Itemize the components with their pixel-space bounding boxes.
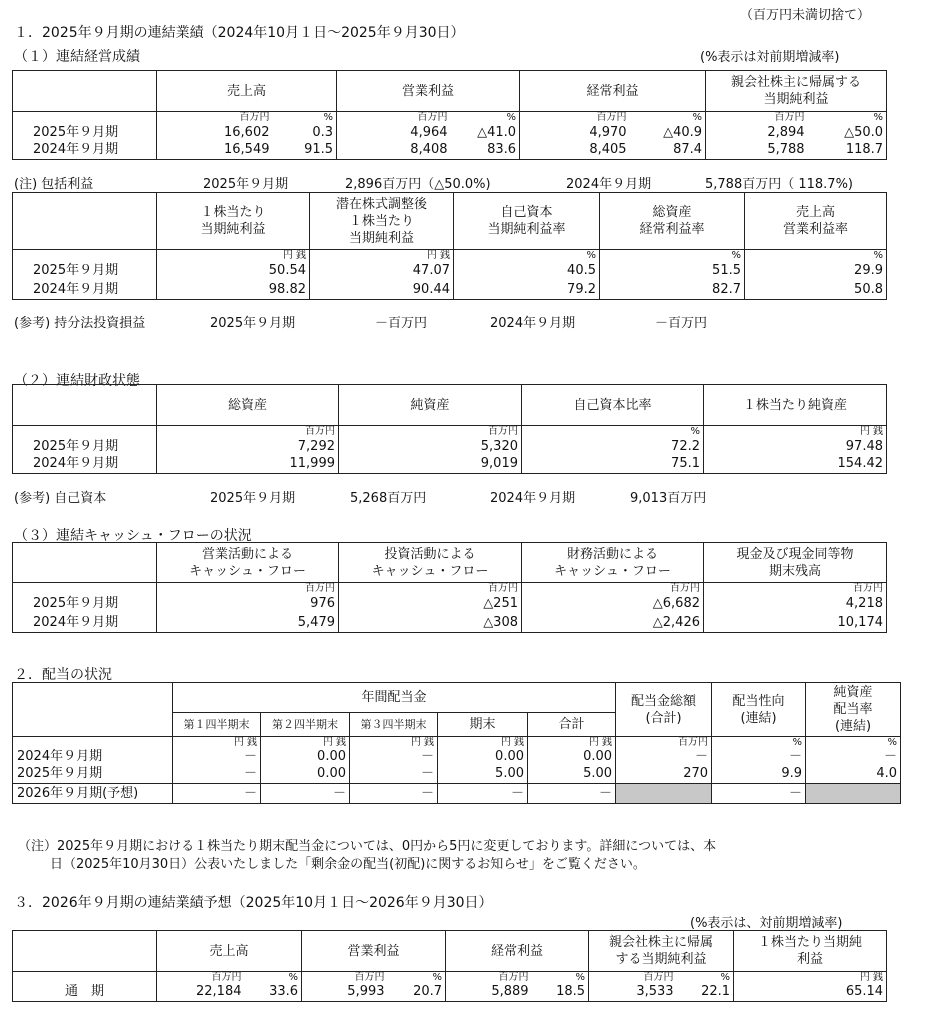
- unit: 百万円: [616, 737, 712, 749]
- cell: 5,889: [446, 984, 532, 1002]
- table-row: [13, 784, 901, 804]
- dividend-note-line2: 日（2025年10月30日）公表いたしました「剰余金の配当(初配)に関するお知らせ」をご覧ください。: [50, 857, 646, 872]
- cell: △41.0: [451, 124, 520, 142]
- unit: 百万円: [157, 972, 245, 984]
- unit: %: [806, 737, 901, 749]
- comprehensive-v1: 2,896百万円（△50.0%): [345, 177, 491, 192]
- table-row: [13, 438, 887, 456]
- cell: △50.0: [808, 124, 887, 142]
- unit: 円 銭: [734, 972, 887, 984]
- row-label: 通 期: [13, 984, 157, 1002]
- cell: 4,970: [520, 124, 630, 142]
- fp-header-assets: 総資産: [157, 385, 339, 426]
- cf-header-cash: 現金及び現金同等物 期末残高: [704, 543, 887, 583]
- row-label: 2024年９月期: [13, 456, 157, 474]
- payout-header: 配当性向 (連結): [712, 683, 806, 737]
- row-label: 2024年９月期: [13, 614, 157, 633]
- cell: －: [712, 749, 806, 766]
- table-row: [13, 766, 901, 784]
- cell: 75.1: [522, 456, 704, 474]
- unit: 百万円: [522, 583, 704, 595]
- unit: 百万円: [339, 583, 522, 595]
- q2-header: 第２四半期末: [261, 713, 350, 737]
- cell: 72.2: [522, 438, 704, 456]
- fp-header-net: 純資産: [339, 385, 522, 426]
- dividend-ratio-header: 純資産 配当率 (連結): [806, 683, 901, 737]
- cell: 22,184: [157, 984, 245, 1002]
- cell: 18.5: [532, 984, 589, 1002]
- section1-title: １．2025年９月期の連結業績（2024年10月１日～2025年９月30日）: [14, 25, 465, 41]
- cell: －: [806, 749, 901, 766]
- cell: 79.2: [454, 281, 600, 300]
- results-table: [12, 70, 887, 160]
- unit: 百万円: [157, 426, 339, 438]
- cell: 40.5: [454, 262, 600, 281]
- table-row: [13, 456, 887, 474]
- unit: 百万円: [520, 112, 630, 124]
- cell: 8,408: [337, 142, 451, 160]
- unit: 円 銭: [704, 426, 887, 438]
- forecast-pct-note: (%表示は、対前期増減率): [690, 916, 843, 931]
- comprehensive-label: (注) 包括利益: [14, 177, 94, 192]
- fc-header-ord: 経常利益: [446, 931, 589, 972]
- unit: 百万円: [706, 112, 808, 124]
- cell: 0.3: [273, 124, 337, 142]
- cell: 5.00: [528, 766, 616, 784]
- cell: 976: [157, 595, 339, 614]
- unit: 円 銭: [310, 250, 454, 262]
- cell: 5,320: [339, 438, 522, 456]
- unit: %: [745, 250, 887, 262]
- pct-note: (%表示は対前期増減率): [700, 50, 840, 65]
- unit: 円 銭: [438, 737, 528, 749]
- financial-position-table: [12, 384, 887, 474]
- cell: 16,602: [157, 124, 273, 142]
- unit: %: [388, 972, 446, 984]
- comprehensive-p2: 2024年９月期: [566, 177, 652, 192]
- unit: %: [245, 972, 302, 984]
- cell: －: [712, 784, 806, 804]
- unit: %: [677, 972, 734, 984]
- unit: 百万円: [157, 583, 339, 595]
- dividend-table: [12, 682, 901, 804]
- unit: %: [273, 112, 337, 124]
- unit: 円 銭: [157, 250, 310, 262]
- cell: △308: [339, 614, 522, 633]
- comprehensive-p1: 2025年９月期: [203, 177, 289, 192]
- cell: 98.82: [157, 281, 310, 300]
- cell: －: [350, 784, 438, 804]
- table-row: [13, 262, 887, 281]
- results-header-net: 親会社株主に帰属する 当期純利益: [706, 71, 887, 112]
- fp-header-ratio: 自己資本比率: [522, 385, 704, 426]
- unit: 円 銭: [528, 737, 616, 749]
- row-label: 2025年９月期: [13, 595, 157, 614]
- ratios-header-eps: １株当たり 当期純利益: [157, 193, 310, 250]
- cell: 9.9: [712, 766, 806, 784]
- comprehensive-v2: 5,788百万円（ 118.7%): [705, 177, 853, 192]
- cell: －: [438, 784, 528, 804]
- unit: 円 銭: [173, 737, 261, 749]
- cell: 9,019: [339, 456, 522, 474]
- unit: %: [600, 250, 745, 262]
- cell: 97.48: [704, 438, 887, 456]
- annual-dividend-header: 年間配当金: [173, 683, 616, 713]
- cell: 65.14: [734, 984, 887, 1002]
- ratios-header-roa: 総資産 経常利益率: [600, 193, 745, 250]
- cell: 4,218: [704, 595, 887, 614]
- table-row: [13, 142, 887, 160]
- sub3-title: （３）連結キャッシュ・フローの状況: [14, 528, 252, 544]
- table-row: [13, 595, 887, 614]
- equity-method-p1: 2025年９月期: [210, 316, 296, 331]
- cf-header-investing: 投資活動による キャッシュ・フロー: [339, 543, 522, 583]
- unit: 百万円: [446, 972, 532, 984]
- q3-header: 第３四半期末: [350, 713, 438, 737]
- cell: 50.54: [157, 262, 310, 281]
- cell: 5,788: [706, 142, 808, 160]
- results-corner: [13, 71, 157, 112]
- equity-method-v1: －百万円: [375, 316, 428, 331]
- cell: －: [350, 749, 438, 766]
- ratios-table: [12, 192, 887, 300]
- unit: 百万円: [339, 426, 522, 438]
- cell: －: [616, 749, 712, 766]
- cell: △6,682: [522, 595, 704, 614]
- unit: 百万円: [704, 583, 887, 595]
- results-header-sales: 売上高: [157, 71, 337, 112]
- cf-header-operating: 営業活動による キャッシュ・フロー: [157, 543, 339, 583]
- yearend-header: 期末: [438, 713, 528, 737]
- cell: －: [261, 784, 350, 804]
- cell: 16,549: [157, 142, 273, 160]
- table-row: [13, 124, 887, 142]
- unit: %: [630, 112, 706, 124]
- fc-header-op: 営業利益: [302, 931, 446, 972]
- cf-header-financing: 財務活動による キャッシュ・フロー: [522, 543, 704, 583]
- cell: 154.42: [704, 456, 887, 474]
- cell: 270: [616, 766, 712, 784]
- unit: 百万円: [589, 972, 677, 984]
- cell: 118.7: [808, 142, 887, 160]
- cell: 0.00: [261, 749, 350, 766]
- results-header-op: 営業利益: [337, 71, 520, 112]
- unit-note: （百万円未満切捨て）: [740, 8, 871, 23]
- cell: △40.9: [630, 124, 706, 142]
- cell-shaded: [806, 784, 901, 804]
- cell: 5.00: [438, 766, 528, 784]
- table-row: [13, 281, 887, 300]
- cell-shaded: [616, 784, 712, 804]
- cell: 11,999: [157, 456, 339, 474]
- cashflow-table: [12, 542, 887, 633]
- cell: 47.07: [310, 262, 454, 281]
- cell: －: [173, 766, 261, 784]
- cell: 33.6: [245, 984, 302, 1002]
- own-capital-p2: 2024年９月期: [490, 491, 576, 506]
- own-capital-label: (参考) 自己資本: [14, 491, 107, 506]
- row-label: 2025年９月期: [13, 262, 157, 281]
- unit: 百万円: [157, 112, 273, 124]
- cell: 10,174: [704, 614, 887, 633]
- row-label: 2026年９月期(予想): [13, 784, 173, 804]
- row-label: 2024年９月期: [13, 281, 157, 300]
- unit: 円 銭: [350, 737, 438, 749]
- cell: 82.7: [600, 281, 745, 300]
- unit: %: [451, 112, 520, 124]
- q1-header: 第１四半期末: [173, 713, 261, 737]
- cell: －: [528, 784, 616, 804]
- cell: 29.9: [745, 262, 887, 281]
- equity-method-p2: 2024年９月期: [490, 316, 576, 331]
- own-capital-v1: 5,268百万円: [350, 491, 427, 506]
- row-label: 2025年９月期: [13, 766, 173, 784]
- table-row: [13, 749, 901, 766]
- cell: －: [173, 784, 261, 804]
- cell: 2,894: [706, 124, 808, 142]
- forecast-table: [12, 930, 887, 1002]
- unit: %: [522, 426, 704, 438]
- cell: 87.4: [630, 142, 706, 160]
- row-label: 2024年９月期: [13, 749, 173, 766]
- unit: %: [454, 250, 600, 262]
- cell: 5,993: [302, 984, 388, 1002]
- fc-header-net: 親会社株主に帰属 する当期純利益: [589, 931, 734, 972]
- cell: 0.00: [261, 766, 350, 784]
- sub1-title: （１）連結経営成績: [14, 49, 140, 65]
- own-capital-p1: 2025年９月期: [210, 491, 296, 506]
- unit: 百万円: [337, 112, 451, 124]
- results-header-ord: 経常利益: [520, 71, 706, 112]
- cell: 4,964: [337, 124, 451, 142]
- dividend-note-line1: （注）2025年９月期における１株当たり期末配当金については、0円から5円に変更しております。詳細については、本: [18, 839, 717, 854]
- table-row: [13, 984, 887, 1002]
- cell: 4.0: [806, 766, 901, 784]
- row-label: 2024年９月期: [13, 142, 157, 160]
- total-dividend-header: 配当金総額 (合計): [616, 683, 712, 737]
- cell: 3,533: [589, 984, 677, 1002]
- cell: －: [173, 749, 261, 766]
- fc-header-eps: １株当たり当期純 利益: [734, 931, 887, 972]
- equity-method-label: (参考) 持分法投資損益: [14, 316, 146, 331]
- cell: 7,292: [157, 438, 339, 456]
- equity-method-v2: －百万円: [655, 316, 708, 331]
- row-label: 2025年９月期: [13, 124, 157, 142]
- section3-title: ３．2026年９月期の連結業績予想（2025年10月１日～2026年９月30日）: [14, 895, 493, 911]
- section2-title: ２．配当の状況: [14, 667, 112, 683]
- sub2-title: （２）連結財政状態: [14, 373, 140, 389]
- total-header: 合計: [528, 713, 616, 737]
- ratios-header-roe: 自己資本 当期純利益率: [454, 193, 600, 250]
- ratios-header-diluted: 潜在株式調整後 １株当たり 当期純利益: [310, 193, 454, 250]
- cell: 22.1: [677, 984, 734, 1002]
- cell: △2,426: [522, 614, 704, 633]
- cell: 20.7: [388, 984, 446, 1002]
- cell: 83.6: [451, 142, 520, 160]
- cell: 51.5: [600, 262, 745, 281]
- cell: 91.5: [273, 142, 337, 160]
- cell: －: [350, 766, 438, 784]
- cell: 50.8: [745, 281, 887, 300]
- cell: 90.44: [310, 281, 454, 300]
- row-label: 2025年９月期: [13, 438, 157, 456]
- cell: 5,479: [157, 614, 339, 633]
- unit: %: [532, 972, 589, 984]
- table-row: [13, 614, 887, 633]
- fc-header-sales: 売上高: [157, 931, 302, 972]
- fp-header-bps: １株当たり純資産: [704, 385, 887, 426]
- cell: 0.00: [528, 749, 616, 766]
- cell: 0.00: [438, 749, 528, 766]
- cell: △251: [339, 595, 522, 614]
- unit: 百万円: [302, 972, 388, 984]
- ratios-header-margin: 売上高 営業利益率: [745, 193, 887, 250]
- unit: %: [808, 112, 887, 124]
- unit: %: [712, 737, 806, 749]
- own-capital-v2: 9,013百万円: [630, 491, 707, 506]
- unit: 円 銭: [261, 737, 350, 749]
- cell: 8,405: [520, 142, 630, 160]
